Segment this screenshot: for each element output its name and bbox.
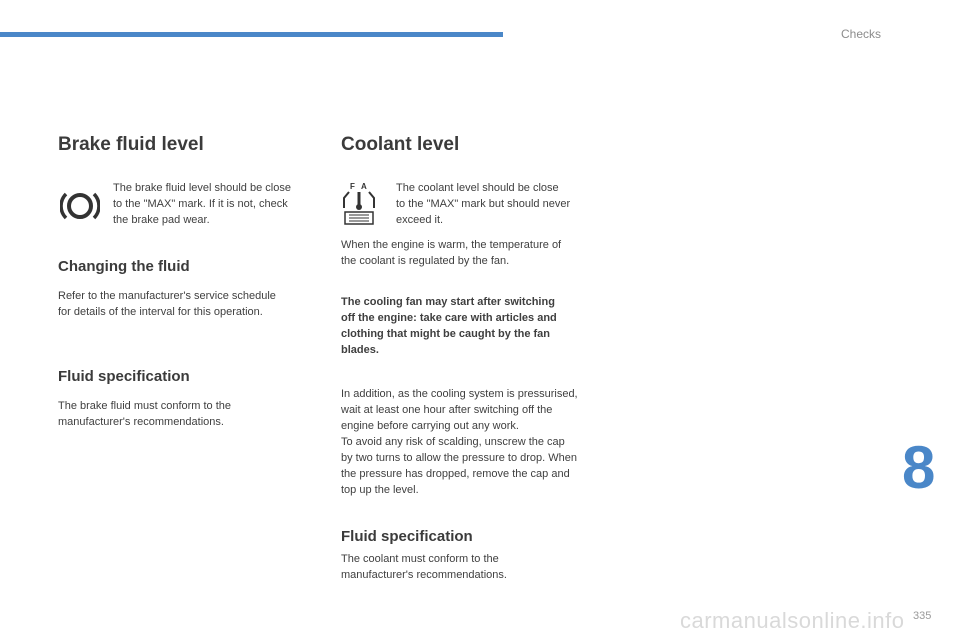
pressure-line-5: by two turns to allow the pressure to drop. When bbox=[341, 452, 578, 464]
brake-intro-line-1: The brake fluid level should be close bbox=[113, 182, 291, 194]
coolant-warm-line-2: the coolant is regulated by the fan. bbox=[341, 255, 510, 267]
fan-warning-line-3: clothing that might be caught by the fan bbox=[341, 328, 550, 340]
coolant-spec-line-1: The coolant must conform to the bbox=[341, 553, 499, 565]
brake-intro-line-3: the brake pad wear. bbox=[113, 214, 210, 226]
pressure-line-3: engine before carrying out any work. bbox=[341, 420, 519, 432]
pressure-line-1: In addition, as the cooling system is pressurised, bbox=[341, 388, 578, 400]
fan-warning-line-1: The cooling fan may start after switching bbox=[341, 296, 555, 308]
brake-warning-icon bbox=[60, 188, 100, 229]
coolant-warning-icon bbox=[341, 180, 377, 231]
chapter-number: 8 bbox=[902, 434, 936, 501]
coolant-spec-heading: Fluid specification bbox=[341, 528, 473, 545]
svg-text:F: F bbox=[350, 182, 355, 191]
coolant-intro-line-3: exceed it. bbox=[396, 214, 444, 226]
brake-spec-line-2: manufacturer's recommendations. bbox=[58, 416, 224, 428]
pressure-line-4: To avoid any risk of scalding, unscrew the cap bbox=[341, 436, 565, 448]
fan-warning-line-4: blades. bbox=[341, 344, 379, 356]
coolant-intro-line-1: The coolant level should be close bbox=[396, 182, 559, 194]
changing-fluid-heading: Changing the fluid bbox=[58, 258, 190, 275]
brake-spec-line-1: The brake fluid must conform to the bbox=[58, 400, 232, 412]
coolant-title: Coolant level bbox=[341, 134, 460, 155]
page-number: 335 bbox=[913, 610, 932, 622]
pressure-line-6: the pressure has dropped, remove the cap and bbox=[341, 468, 570, 480]
brake-spec-heading: Fluid specification bbox=[58, 368, 190, 385]
header-accent-bar bbox=[0, 32, 503, 37]
changing-fluid-line-1: Refer to the manufacturer's service schedule bbox=[58, 290, 276, 302]
pressure-line-2: wait at least one hour after switching off the bbox=[341, 404, 553, 416]
changing-fluid-line-2: for details of the interval for this operation. bbox=[58, 306, 263, 318]
coolant-warm-line-1: When the engine is warm, the temperature of bbox=[341, 239, 562, 251]
watermark: carmanualsonline.info bbox=[680, 608, 905, 633]
svg-text:A: A bbox=[361, 182, 367, 191]
pressure-line-7: top up the level. bbox=[341, 484, 419, 496]
coolant-spec-line-2: manufacturer's recommendations. bbox=[341, 569, 507, 581]
coolant-intro-line-2: to the "MAX" mark but should never bbox=[396, 198, 571, 210]
section-label: Checks bbox=[841, 27, 882, 41]
brake-intro-line-2: to the "MAX" mark. If it is not, check bbox=[113, 198, 288, 210]
brake-title: Brake fluid level bbox=[58, 134, 204, 155]
fan-warning-line-2: off the engine: take care with articles and bbox=[341, 312, 557, 324]
